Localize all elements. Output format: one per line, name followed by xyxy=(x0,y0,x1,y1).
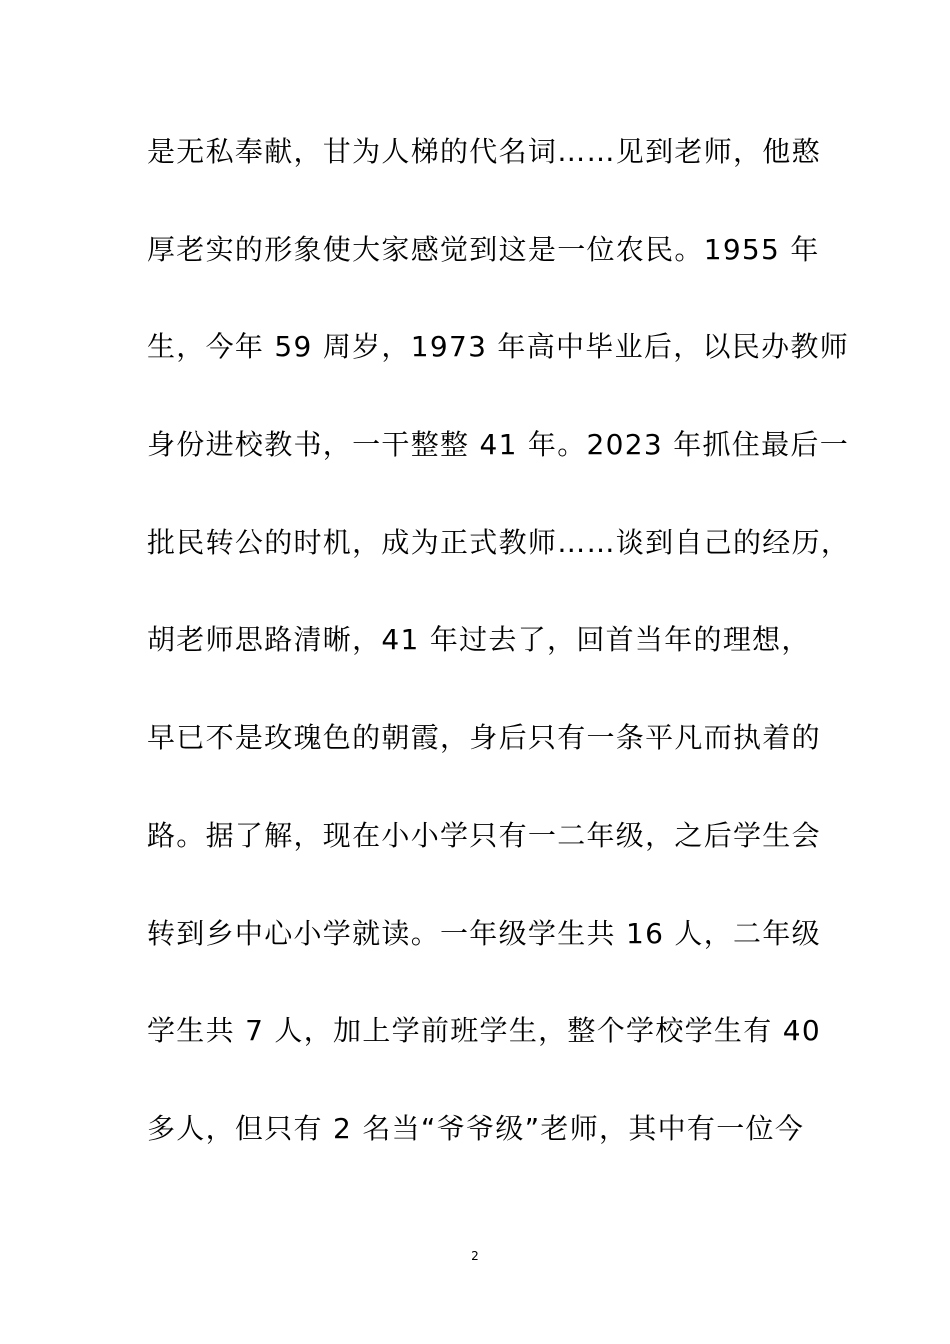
text-line: 胡老师思路清晰，41 年过去了，回首当年的理想， xyxy=(147,623,811,657)
text-line: 厚老实的形象使大家感觉到这是一位农民。1955 年 xyxy=(147,232,820,266)
text-line: 路。据了解，现在小小学只有一二年级，之后学生会 xyxy=(147,818,821,852)
page-number: 2 xyxy=(471,1249,479,1263)
text-line: 批民转公的时机，成为正式教师……谈到自己的经历， xyxy=(147,525,851,559)
text-line: 身份进校教书，一干整整 41 年。2023 年抓住最后一 xyxy=(147,428,849,462)
text-line: 是无私奉献，甘为人梯的代名词……见到老师，他憨 xyxy=(147,135,821,168)
text-line: 生，今年 59 周岁，1973 年高中毕业后，以民办教师 xyxy=(147,330,849,364)
text-line: 早已不是玫瑰色的朝霞，身后只有一条平凡而执着的 xyxy=(147,721,821,755)
text-line: 转到乡中心小学就读。一年级学生共 16 人，二年级 xyxy=(147,916,821,950)
text-line: 学生共 7 人，加上学前班学生，整个学校学生有 40 xyxy=(147,1014,821,1048)
text-line: 多人，但只有 2 名当“爷爷级”老师，其中有一位今 xyxy=(147,1111,805,1145)
body-text xyxy=(147,124,851,1199)
